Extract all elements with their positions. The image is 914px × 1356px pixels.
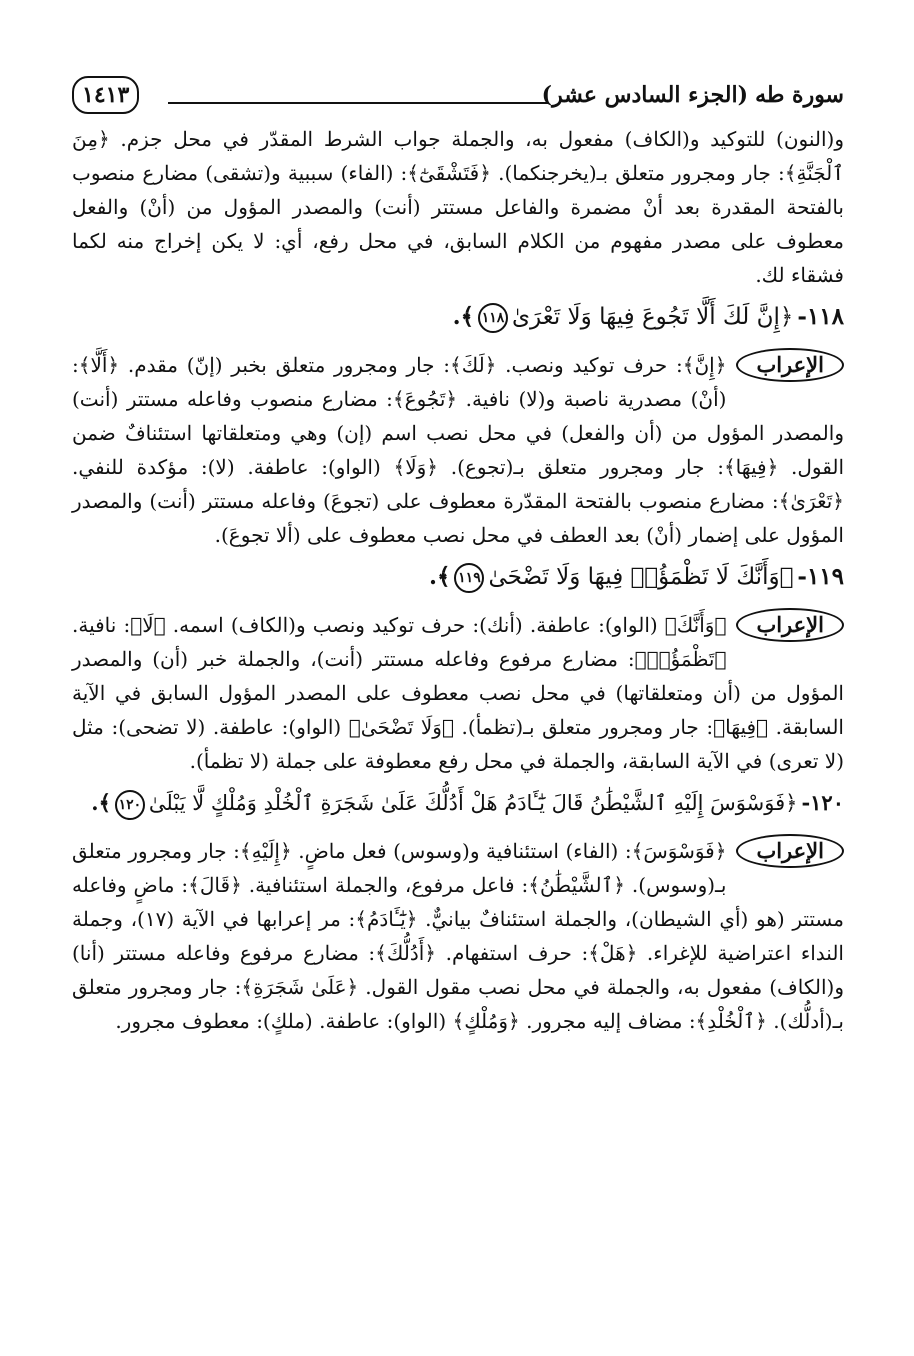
verse-close: ﴾. <box>428 563 451 590</box>
ayah-marker-icon: ١٢٠ <box>115 790 145 820</box>
page-number: ١٤١٣ <box>72 76 139 114</box>
verse-120 <box>72 782 844 824</box>
opening-paragraph: و(النون) للتوكيد و(الكاف) مفعول به، والجملة جواب الشرط المقدّر في محل جزم. ﴿مِنَ ٱلْجَنَّةِ﴾: جار ومجرور متعلق بـ(يخرجنكما). ﴿فَتَشْقَىٰٓ﴾: (الفاء) سببية و(تشقى) مضارع منصوب بالفتحة المقدرة بعد أنْ مضمرة والفاعل مستتر (أنت) والمصدر المؤول من (أنْ) والفعل معطوف على مصدر مفهوم من الكلام السابق، في محل رفع، أي: لا يكن إخراج منه لكما فشقاء لك. <box>72 127 845 287</box>
irab-text: ﴿وَأَنَّكَ﴾ (الواو): عاطفة. (أنك): حرف توكيد ونصب و(الكاف) اسمه. ﴿لَا﴾: نافية. ﴿تَظْمَؤُا۟﴾: مضارع مرفوع وفاعله مستتر (أنت)، والجملة خبر (أن) والمصدر المؤول من (أن ومتعلقاتها) في محل نصب معطوف على المصدر المؤول السابق في الآية السابقة. ﴿فِيهَا﴾: جار ومجرور متعلق بـ(تظمأ). ﴿وَلَا تَضْحَىٰ﴾ (الواو): عاطفة. (لا تضحى): مثل (لا تعرى) في الآية السابقة، والجملة في محل رفع معطوفة على جملة (لا تظمأ). <box>72 613 844 773</box>
verse-close: ﴾. <box>91 790 111 815</box>
page <box>72 70 844 1038</box>
irab-text: ﴿فَوَسْوَسَ﴾: (الفاء) استئنافية و(وسوس) فعل ماضٍ. ﴿إِلَيْهِ﴾: جار ومجرور متعلق بـ(وسوس). ﴿ٱلشَّيْطَٰنُ﴾: فاعل مرفوع، والجملة استئنافية. ﴿قَالَ﴾: ماضٍ وفاعله مستتر (هو (أي الشيطان)، والجملة استئنافٌ بيانيٌّ. ﴿يَٰٓـَٔادَمُ﴾: مر إعرابها في الآية (١٧)، وجملة النداء اعتراضية للإغراء. ﴿هَلْ﴾: حرف استفهام. ﴿أَدُلُّكَ﴾: مضارع مرفوع وفاعله مستتر (أنا) و(الكاف) مفعول به، والجملة في محل نصب مقول القول. ﴿عَلَىٰ شَجَرَةِ﴾: جار ومجرور متعلق بـ(أدلُّك). ﴿ٱلْخُلْدِ﴾: مضاف إليه مجرور. ﴿وَمُلْكٍ﴾ (الواو): عاطفة. (ملكٍ): معطوف مجرور. <box>72 839 844 1033</box>
irab-label: الإعراب <box>736 834 844 868</box>
header-rule <box>168 102 548 104</box>
ayah-marker-icon: ١١٩ <box>454 563 484 593</box>
verse-number: ١١٩- <box>797 563 844 590</box>
irab-label: الإعراب <box>736 348 844 382</box>
juz-title: (الجزء السادس عشر) <box>541 82 748 108</box>
verse-number: ١٢٠- <box>801 790 844 815</box>
irab-text: ﴿إِنَّ﴾: حرف توكيد ونصب. ﴿لَكَ﴾: جار ومجرور متعلق بخبر (إنّ) مقدم. ﴿أَلَّا﴾: (أنْ) مصدرية ناصبة و(لا) نافية. ﴿تَجُوعَ﴾: مضارع منصوب وفاعله مستتر (أنت) والمصدر المؤول من (أن والفعل) في محل نصب اسم (إن) وهي ومتعلقاتها استئنافٌ ضمن القول. ﴿فِيهَا﴾: جار ومجرور متعلق بـ(تجوع). ﴿وَلَا﴾ (الواو): عاطفة. (لا): مؤكدة للنفي. ﴿تَعْرَىٰ﴾: مضارع منصوب بالفتحة المقدّرة معطوف على (تجوعَ) وفاعله مستتر (أنت) والمصدر المؤول على إضمار (أنْ) بعد العطف في محل نصب معطوف على (ألا تجوعَ). <box>72 353 845 547</box>
irab-section-119 <box>72 608 844 778</box>
surah-title: سورة طه <box>755 82 844 108</box>
verse-number: ١١٨- <box>797 303 844 330</box>
verse-text: ﴿فَوَسْوَسَ إِلَيْهِ ٱلشَّيْطَٰنُ قَالَ يَٰٓـَٔادَمُ هَلْ أَدُلُّكَ عَلَىٰ شَجَرَةِ ٱلْخُلْدِ وَمُلْكٍ لَّا يَبْلَىٰ <box>148 791 798 815</box>
irab-section-120 <box>72 834 844 1038</box>
verse-close: ﴾. <box>452 303 475 330</box>
irab-section-118 <box>72 348 844 552</box>
verse-119 <box>72 556 844 598</box>
ayah-marker-icon: ١١٨ <box>478 303 508 333</box>
irab-label: الإعراب <box>736 608 844 642</box>
verse-text: ﴿إِنَّ لَكَ أَلَّا تَجُوعَ فِيهَا وَلَا تَعْرَىٰ <box>512 304 794 330</box>
running-head <box>72 70 844 122</box>
verse-text: ﴿وَأَنَّكَ لَا تَظْمَؤُا۟ فِيهَا وَلَا تَضْحَىٰ <box>488 564 794 590</box>
verse-118 <box>72 296 844 338</box>
